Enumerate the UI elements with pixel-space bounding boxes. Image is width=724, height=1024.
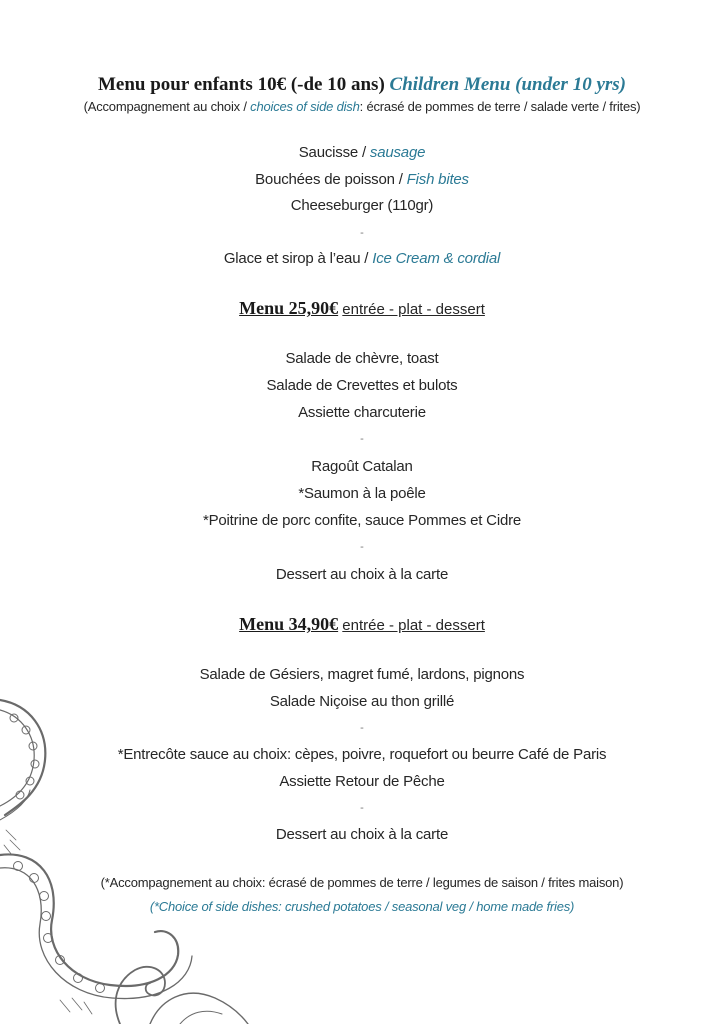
- footnote-en: (*Choice of side dishes: crushed potatoes / seasonal veg / home made fries): [149, 899, 575, 914]
- children-item: [0, 197, 724, 214]
- note-en: choices of side dish: [250, 99, 360, 114]
- item-fr: Bouchées de poisson /: [255, 171, 407, 188]
- separator: -: [360, 541, 364, 553]
- menu1-starter: Salade de chèvre, toast: [285, 350, 439, 367]
- separator: -: [360, 802, 364, 814]
- dessert-fr: Glace et sirop à l’eau /: [223, 250, 373, 267]
- item-fr: Cheeseburger (110gr): [290, 197, 434, 214]
- octopus-tentacle-illustration: [0, 680, 250, 1024]
- children-dessert: [0, 250, 724, 267]
- menu1-starter: Assiette charcuterie: [298, 404, 426, 421]
- children-item: [0, 171, 724, 188]
- separator: -: [360, 227, 364, 239]
- menu2-main: *Entrecôte sauce au choix: cèpes, poivre, roquefort ou beurre Café de Paris: [117, 746, 607, 763]
- menu1-title: [0, 298, 724, 319]
- children-title-en: Children Menu (under 10 yrs): [389, 74, 627, 95]
- children-side-note: [0, 99, 724, 114]
- children-title-fr: Menu pour enfants 10€ (-de 10 ans): [97, 74, 385, 95]
- children-menu-title: [0, 74, 724, 96]
- menu1-dessert: Dessert au choix à la carte: [275, 566, 449, 583]
- menu1-main: *Saumon à la poêle: [298, 485, 426, 502]
- note-rest: : écrasé de pommes de terre / salade verte / frites): [359, 99, 641, 114]
- menu1-starter: Salade de Crevettes et bulots: [266, 377, 458, 394]
- menu1-name: Menu 25,90€: [239, 298, 339, 318]
- children-item: [0, 144, 724, 161]
- menu1-main: *Poitrine de porc confite, sauce Pommes et Cidre: [202, 512, 522, 529]
- menu2-title: [0, 614, 724, 635]
- menu2-name: Menu 34,90€: [239, 614, 339, 634]
- separator: -: [360, 433, 364, 445]
- footnote-fr: (*Accompagnement au choix: écrasé de pommes de terre / legumes de saison / frites maison): [100, 875, 624, 890]
- note-open: (Accompagnement au choix /: [83, 99, 251, 114]
- menu2-starter: Salade Niçoise au thon grillé: [269, 693, 455, 710]
- separator: -: [360, 722, 364, 734]
- item-en: sausage: [369, 144, 426, 161]
- dessert-en: Ice Cream & cordial: [372, 250, 501, 267]
- menu2-main: Assiette Retour de Pêche: [279, 773, 445, 790]
- menu2-dessert: Dessert au choix à la carte: [275, 826, 449, 843]
- menu1-main: Ragoût Catalan: [311, 458, 413, 475]
- menu2-courses: entrée - plat - dessert: [342, 617, 485, 634]
- item-en: Fish bites: [406, 171, 469, 188]
- item-fr: Saucisse /: [298, 144, 370, 161]
- menu2-starter: Salade de Gésiers, magret fumé, lardons, pignons: [199, 666, 525, 683]
- menu1-courses: entrée - plat - dessert: [342, 301, 485, 318]
